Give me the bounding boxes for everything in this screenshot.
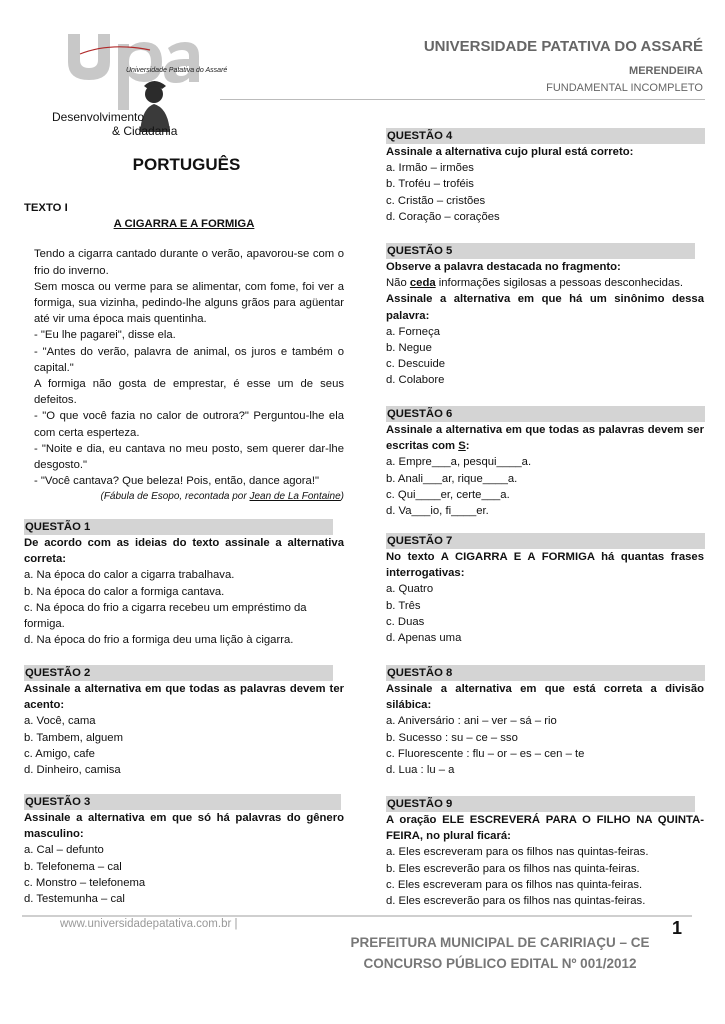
option-a: a. Cal – defunto [24, 844, 104, 857]
question-header: QUESTÃO 2 [24, 665, 333, 681]
question-stem: Assinale a alternativa em que todas as palavras devem ter acento: [24, 683, 344, 712]
text-paragraph: A formiga não gosta de emprestar, é esse um de seus defeitos. [34, 378, 344, 407]
logo-development-text: Desenvolvimento [52, 110, 145, 124]
option-b: b. Telefonema – cal [24, 860, 122, 873]
question-2 [24, 665, 344, 778]
option-a: a. Na época do calor a cigarra trabalhava. [24, 569, 235, 582]
option-c: c. Duas [386, 615, 425, 628]
option-d: d. Colabore [386, 374, 445, 387]
option-a: a. Empre___a, pesqui____a. [386, 456, 532, 469]
question-header: QUESTÃO 6 [386, 406, 705, 422]
question-stem: Assinale a alternativa em que está correta a divisão silábica: [386, 683, 704, 712]
option-a: a. Quatro [386, 583, 434, 596]
option-b: b. Troféu – troféis [386, 178, 474, 191]
option-c: c. Fluorescente : flu – or – es – cen – te [386, 747, 585, 760]
stem-letter: S [458, 440, 466, 453]
text-paragraph: Tendo a cigarra cantado durante o verão, apavorou-se com o frio do inverno. [34, 248, 344, 277]
question-5 [386, 243, 704, 389]
question-7 [386, 533, 704, 646]
credit-prefix: (Fábula de Esopo, recontada por [100, 491, 250, 503]
question-header: QUESTÃO 9 [386, 796, 695, 812]
text-label: TEXTO I [24, 202, 68, 214]
question-header: QUESTÃO 7 [386, 533, 705, 549]
option-b: b. Tambem, alguem [24, 731, 124, 744]
option-b: b. Anali___ar, rique____a. [386, 472, 518, 485]
logo-subtitle: Universidade Patativa do Assaré [126, 67, 228, 74]
option-c: c. Na época do frio a cigarra recebeu um empréstimo da formiga. [24, 601, 307, 631]
option-b: b. Eles escreverão para os filhos nas quinta-feiras. [386, 862, 640, 875]
subject-title: PORTUGUÊS [132, 155, 241, 174]
text-section [24, 200, 344, 506]
option-b: b. Na época do calor a formiga cantava. [24, 585, 225, 598]
credit-author: Jean de La Fontaine [249, 491, 341, 503]
university-name: UNIVERSIDADE PATATIVA DO ASSARÉ [423, 38, 703, 55]
job-role: MERENDEIRA [629, 65, 703, 77]
question-1 [24, 519, 344, 648]
text-paragraph: - "O que você fazia no calor de outrora?" Perguntou-lhe ela com certa esperteza. [34, 410, 344, 439]
text-paragraph: - "Noite e dia, eu cantava no meu posto, sem querer dar-lhe desgosto." [34, 442, 344, 472]
option-d: d. Dinheiro, camisa [24, 764, 121, 777]
text-paragraph: - "Você cantava? Que beleza! Pois, então, dance agora!" [34, 475, 319, 488]
text-body [24, 246, 344, 505]
university-logo [50, 14, 228, 139]
option-d: d. Va___io, fi____er. [386, 505, 489, 518]
option-c: c. Descuide [386, 358, 446, 371]
text-title: A CIGARRA E A FORMIGA [113, 218, 255, 231]
question-6 [386, 406, 704, 519]
option-a: a. Eles escreveram para os filhos nas quintas-feiras. [386, 846, 649, 859]
question-stem: De acordo com as ideias do texto assinale a alternativa correta: [24, 537, 344, 566]
option-a: a. Aniversário : ani – ver – sá – rio [386, 715, 557, 728]
question-header: QUESTÃO 4 [386, 128, 705, 144]
question-4 [386, 128, 704, 225]
question-stem [386, 422, 704, 454]
option-d: d. Na época do frio a formiga deu uma lição à cigarra. [24, 634, 294, 647]
question-header: QUESTÃO 5 [386, 243, 695, 259]
question-9 [386, 796, 704, 909]
question-header: QUESTÃO 8 [386, 665, 705, 681]
logo-citizenship-text: & Cidadania [112, 124, 178, 138]
fragment-suffix: informações sigilosas a pessoas desconhecidas. [435, 277, 684, 290]
footer-municipality: PREFEITURA MUNICIPAL DE CARIRIAÇU – CE [350, 935, 650, 950]
option-b: b. Três [386, 599, 421, 612]
question-stem: No texto A CIGARRA E A FORMIGA há quantas frases interrogativas: [386, 551, 704, 580]
fragment-text [386, 275, 704, 291]
question-stem: Observe a palavra destacada no fragmento: [386, 261, 621, 273]
option-c: c. Monstro – telefonema [24, 876, 146, 889]
option-a: a. Você, cama [24, 715, 96, 728]
footer-website-link[interactable]: www.universidadepatativa.com.br | [60, 918, 238, 930]
option-a: a. Irmão – irmões [386, 162, 474, 175]
education-level: FUNDAMENTAL INCOMPLETO [546, 82, 703, 94]
fragment-prefix: Não [386, 277, 410, 290]
question-stem: A oração ELE ESCREVERÁ PARA O FILHO NA QUINTA-FEIRA, no plural ficará: [386, 814, 704, 843]
option-c: c. Eles escreveram para os filhos nas quinta-feiras. [386, 878, 643, 891]
question-stem-2: Assinale a alternativa em que há um sinônimo dessa palavra: [386, 293, 704, 322]
stem-text: Assinale a alternativa em que todas as palavras devem ser escritas com [386, 424, 704, 453]
credit-suffix: ) [340, 491, 344, 503]
footer-divider [22, 915, 692, 917]
option-d: d. Testemunha – cal [24, 893, 125, 906]
header-divider [220, 99, 705, 100]
option-d: d. Lua : lu – a [386, 764, 455, 777]
question-stem: Assinale a alternativa em que só há palavras do gênero masculino: [24, 812, 344, 841]
option-d: d. Apenas uma [386, 632, 462, 645]
page-number: 1 [672, 918, 683, 938]
text-paragraph: - "Eu lhe pagarei", disse ela. [34, 329, 176, 342]
text-credit [34, 489, 344, 505]
highlighted-word: ceda [409, 277, 436, 290]
option-b: b. Sucesso : su – ce – sso [386, 731, 518, 744]
text-paragraph: Sem mosca ou verme para se alimentar, com fome, foi ver a formiga, sua vizinha, pedindo-lhe alguns grãos para agüentar até vir uma época mais quentinha. [34, 280, 344, 326]
footer-edital: CONCURSO PÚBLICO EDITAL Nº 001/2012 [363, 956, 637, 971]
option-c: c. Qui____er, certe___a. [386, 488, 510, 501]
option-a: a. Forneça [386, 325, 441, 338]
option-c: c. Amigo, cafe [24, 747, 95, 760]
question-header: QUESTÃO 1 [24, 519, 333, 535]
question-header: QUESTÃO 3 [24, 794, 341, 810]
option-d: d. Eles escreverão para os filhos nas quintas-feiras. [386, 895, 646, 908]
question-stem: Assinale a alternativa cujo plural está correto: [386, 146, 634, 158]
question-8 [386, 665, 704, 778]
option-c: c. Cristão – cristões [386, 194, 486, 207]
stem-colon: : [465, 440, 470, 453]
text-paragraph: - "Antes do verão, palavra de animal, os juros e também o capital." [34, 345, 344, 374]
option-b: b. Negue [386, 342, 432, 355]
option-d: d. Coração – corações [386, 210, 500, 223]
question-3 [24, 794, 344, 907]
